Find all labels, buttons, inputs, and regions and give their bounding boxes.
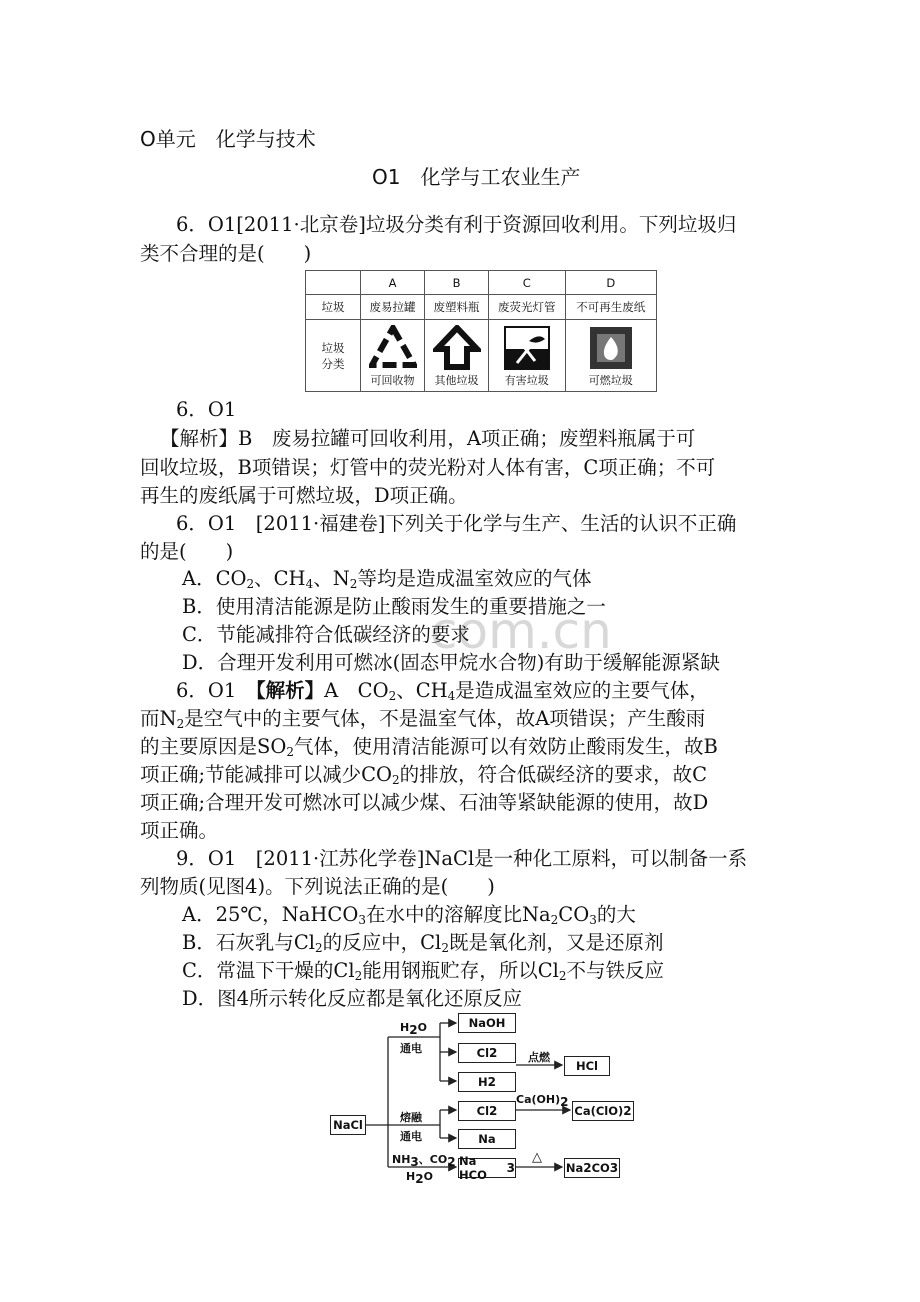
- sub: 2: [415, 1172, 424, 1186]
- naoh-box: NaOH: [458, 1013, 516, 1033]
- table-header-b: B: [425, 271, 489, 295]
- q3-option-d: D．图4所示转化反应都是氧化还原反应: [182, 987, 523, 1010]
- sub: 2: [441, 941, 449, 955]
- hcl-box: HCl: [564, 1056, 610, 1076]
- table-row-garbage: [306, 295, 657, 320]
- table-cell: [425, 320, 489, 392]
- nacl-conversion-diagram: [330, 1013, 640, 1186]
- label-ignite: 点燃: [528, 1051, 550, 1064]
- sub: 2: [391, 773, 400, 787]
- category-label: 有害垃圾: [504, 374, 549, 387]
- table-header-a: A: [361, 271, 425, 295]
- text: Cl: [476, 1046, 490, 1060]
- q2-answer-line2: [140, 706, 705, 732]
- nacl-box: NaCl: [330, 1115, 366, 1135]
- text: H: [400, 1021, 410, 1034]
- sub: 2: [349, 577, 358, 591]
- text: Ca(OH): [516, 1093, 561, 1106]
- text: O: [417, 1021, 427, 1034]
- q3-stem-line2: 列物质(见图4)。下列说法正确的是( ): [140, 875, 495, 898]
- recycle-icon: [369, 325, 417, 371]
- table-cell: 废荧光灯管: [489, 295, 565, 320]
- table-cell: 废易拉罐: [361, 295, 425, 320]
- sub: 4: [305, 577, 314, 591]
- sub: 3: [358, 913, 366, 927]
- watermark: com.cn: [430, 602, 612, 660]
- q3-option-b: [182, 930, 663, 956]
- nahco3-box: Na HCO 3: [459, 1154, 515, 1182]
- flame-icon: [587, 325, 635, 371]
- table-cell: [489, 320, 565, 392]
- label-nh3-co2: [392, 1151, 456, 1167]
- label-electrolysis-1: 通电: [400, 1042, 422, 1055]
- text: 在水中的溶解度比Na: [365, 903, 551, 926]
- text: 项正确;节能减排可以减少CO: [140, 763, 392, 786]
- text: 是空气中的主要气体，不是温室气体，故A项错误；产生酸雨: [184, 707, 706, 730]
- sub: 2: [447, 1155, 456, 1169]
- na-box: Na: [458, 1129, 516, 1149]
- text: Ca(ClO): [574, 1104, 624, 1118]
- sub: 2: [388, 689, 397, 703]
- text: O: [423, 1170, 433, 1183]
- text: CO: [591, 1161, 610, 1175]
- sub: 2: [550, 913, 559, 927]
- hazard-icon: [503, 325, 551, 371]
- text: 、CH: [396, 679, 448, 702]
- text: 的排放，符合低碳经济的要求，故C: [399, 763, 708, 786]
- label-h2o-top: [400, 1021, 427, 1037]
- text: H: [406, 1170, 416, 1183]
- text: A CO: [324, 679, 389, 702]
- table-cell: 废塑料瓶: [425, 295, 489, 320]
- q2-answer-line4: [140, 762, 707, 788]
- text: Cl: [476, 1104, 490, 1118]
- h2-box: H 2: [458, 1072, 516, 1092]
- text: 而N: [140, 707, 177, 730]
- text: Na: [565, 1161, 584, 1175]
- text: 的大: [596, 903, 636, 926]
- q2-stem-line1: 6．O1 [2011·福建卷]下列关于化学与生产、生活的认识不正确: [176, 512, 737, 535]
- na2co3-box: Na 2 CO 3: [564, 1158, 620, 1178]
- other-waste-icon: [433, 325, 481, 371]
- q2-answer-line6: 项正确。: [140, 819, 219, 842]
- text: 的反应中，Cl: [322, 931, 442, 954]
- q2-option-d: D．合理开发利用可燃冰(固态甲烷水合物)有助于缓解能源紧缺: [182, 651, 720, 674]
- sub: 4: [447, 689, 456, 703]
- category-label: 可燃垃圾: [588, 374, 633, 387]
- text: 气体，使用清洁能源可以有效防止酸雨发生，故B: [294, 735, 718, 758]
- table-header-row: [306, 271, 657, 295]
- q2-option-a: [182, 566, 591, 592]
- text: B．石灰乳与Cl: [182, 931, 315, 954]
- unit-title: O单元 化学与技术: [140, 127, 316, 151]
- caclo2-box: Ca(ClO) 2: [572, 1101, 634, 1121]
- text: Na HCO: [459, 1154, 487, 1182]
- category-label: 其他垃圾: [434, 374, 479, 387]
- section-title: O1 化学与工农业生产: [372, 165, 581, 189]
- q1-stem-line1: 6．O1[2011·北京卷]垃圾分类有利于资源回收利用。下列垃圾归: [176, 213, 737, 236]
- table-cell: [361, 320, 425, 392]
- q1-answer-line2: 回收垃圾，B项错误；灯管中的荧光粉对人体有害，C项正确；不可: [140, 456, 716, 479]
- text: 是造成温室效应的主要气体，: [455, 679, 709, 702]
- q3-option-a: [182, 902, 636, 928]
- text: 等均是造成温室效应的气体: [357, 567, 592, 590]
- sub: 2: [558, 969, 567, 983]
- text: 6．O1: [176, 679, 256, 702]
- q1-answer-line3: 再生的废纸属于可燃垃圾，D项正确。: [140, 484, 468, 507]
- cl2-box-b: Cl 2: [458, 1101, 516, 1121]
- sub: 2: [560, 1095, 569, 1109]
- text: 不与铁反应: [566, 959, 665, 982]
- text: 、CH: [254, 567, 306, 590]
- label-electrolysis-2: 通电: [400, 1130, 422, 1143]
- q3-option-c: [182, 958, 664, 984]
- text: NH: [392, 1153, 411, 1166]
- row-label-line1: 垃圾: [321, 340, 345, 355]
- label-molten: 熔融: [400, 1111, 422, 1124]
- table-cell: 不可再生废纸: [565, 295, 657, 320]
- table-row-category: [306, 320, 657, 392]
- label-heat: △: [532, 1150, 542, 1165]
- sub: 3: [410, 1155, 419, 1169]
- text: 、CO: [418, 1153, 448, 1166]
- cl2-box-a: Cl 2: [458, 1043, 516, 1063]
- q2-option-c: C．节能减排符合低碳经济的要求: [182, 623, 470, 646]
- sub: 3: [589, 913, 597, 927]
- sub: 2: [246, 577, 255, 591]
- text: 的主要原因是SO: [140, 735, 287, 758]
- table-cell: [565, 320, 657, 392]
- q2-stem-line2: 的是( ): [140, 540, 234, 563]
- q2-option-b: B．使用清洁能源是防止酸雨发生的重要措施之一: [182, 595, 606, 618]
- table-row-label: 垃圾: [306, 295, 361, 320]
- sub: 2: [176, 717, 185, 731]
- table-header-empty: [306, 271, 361, 295]
- text: A．25℃，NaHCO: [182, 903, 359, 926]
- q2-answer-line5: 项正确;合理开发可燃冰可以减少煤、石油等紧缺能源的使用，故D: [140, 791, 709, 814]
- sub: 2: [315, 941, 323, 955]
- q3-stem-line1: 9．O1 [2011·江苏化学卷]NaCl是一种化工原料，可以制备一系: [176, 847, 748, 870]
- label-caoh2: [516, 1093, 569, 1109]
- table-header-c: C: [489, 271, 565, 295]
- text: A．CO: [182, 567, 247, 590]
- table-header-d: D: [565, 271, 657, 295]
- table-row-label: [306, 320, 361, 392]
- label-h2o-bottom: [406, 1170, 433, 1186]
- garbage-table: [305, 270, 657, 392]
- text: CO: [558, 903, 590, 926]
- sub: 2: [286, 745, 294, 759]
- row-label-line2: 分类: [321, 356, 345, 371]
- q1-stem-line2: 类不合理的是( ): [140, 242, 312, 265]
- sub: 2: [409, 1023, 418, 1037]
- sub: 2: [354, 969, 363, 983]
- q2-answer-line3: [140, 734, 718, 760]
- text: H: [478, 1075, 488, 1089]
- text: C．常温下干燥的Cl: [182, 959, 355, 982]
- category-label: 可回收物: [370, 374, 415, 387]
- q1-answer-line1: 【解析】B 废易拉罐可回收利用，A项正确；废塑料瓶属于可: [160, 427, 696, 450]
- text: 既是氧化剂，又是还原剂: [448, 931, 664, 954]
- q2-answer-line1: [176, 678, 709, 704]
- analysis-tag: 【解析】: [255, 679, 325, 702]
- q1-answer-id: 6．O1: [176, 398, 237, 421]
- text: 、N: [313, 567, 350, 590]
- text: 能用钢瓶贮存，所以Cl: [362, 959, 559, 982]
